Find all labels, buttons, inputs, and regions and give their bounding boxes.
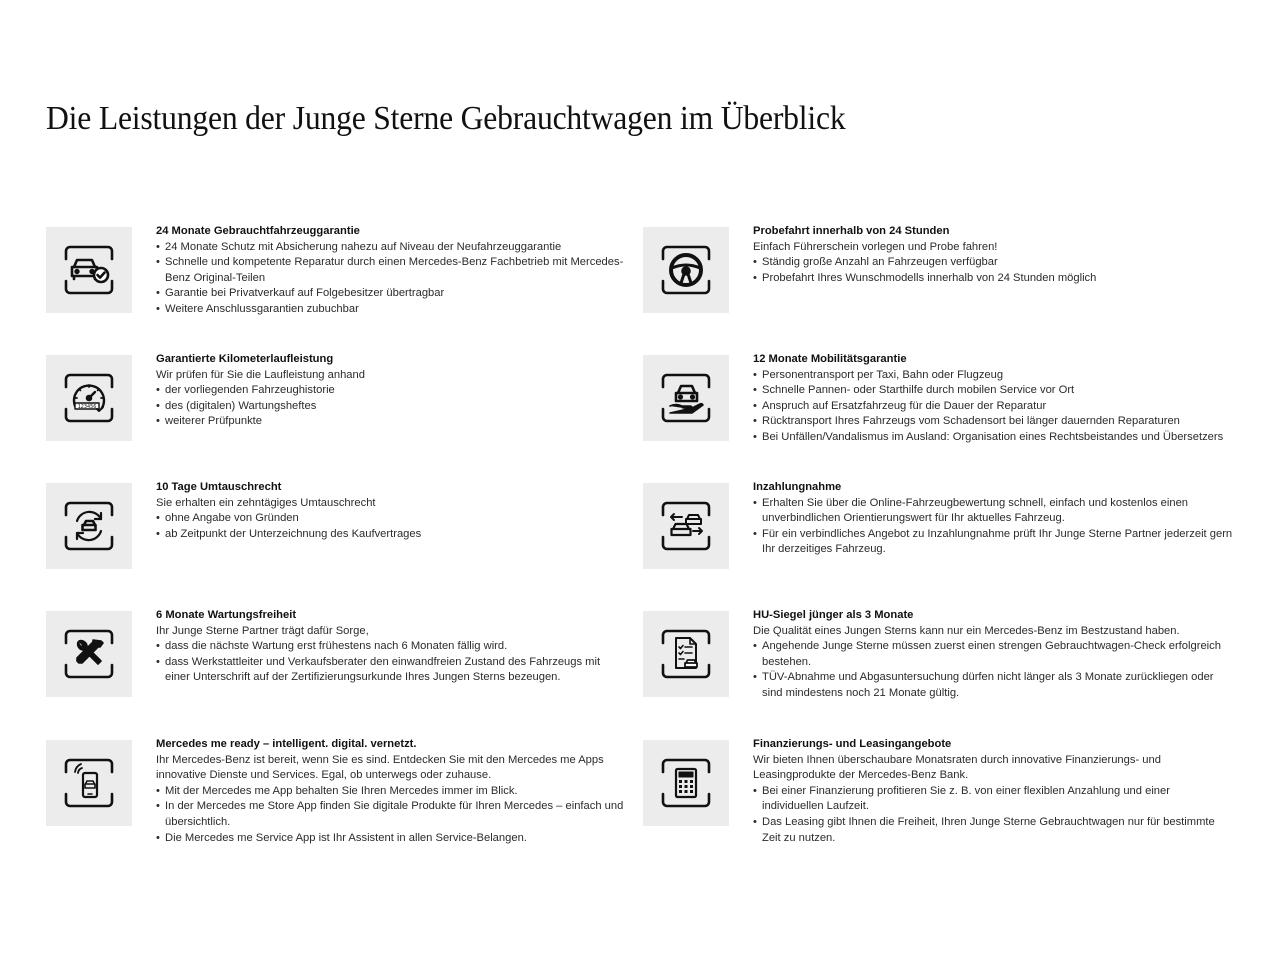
feature-umtauschrecht [46,480,646,600]
feature-inzahlungnahme [643,480,1243,600]
feature-text [156,224,626,318]
feature-bullets [753,368,1233,446]
checklist-document-icon [643,611,729,697]
list-item: • Schnelle Pannen- oder Starthilfe durch mobilen Service vor Ort [753,383,1233,399]
car-hand-icon [643,355,729,441]
feature-wartungsfreiheit [46,608,646,728]
wrench-screwdriver-icon [46,611,132,697]
feature-intro: Die Qualität eines Jungen Sterns kann nur ein Mercedes-Benz im Bestzustand haben. [753,624,1180,637]
feature-title: 6 Monate Wartungsfreiheit [156,609,297,621]
list-item: • Bei Unfällen/Vandalismus im Ausland: Organisation eines Rechtsbeistandes und Übersetzers [753,430,1233,446]
list-item: • dass die nächste Wartung erst frühestens nach 6 Monaten fällig wird. [156,639,626,655]
feature-intro: Ihr Mercedes-Benz ist bereit, wenn Sie es sind. Entdecken Sie mit den Mercedes me Apps innovative Dienste und Services. Egal, ob unterwegs oder zuhause. [156,753,604,782]
feature-title: 12 Monate Mobilitätsgarantie [753,353,907,365]
feature-probefahrt [643,224,1243,344]
odometer-digits: 123456 [77,404,97,410]
list-item: • Probefahrt Ihres Wunschmodells innerhalb von 24 Stunden möglich [753,271,1223,287]
feature-title: 24 Monate Gebrauchtfahrzeuggarantie [156,225,360,237]
feature-title: Inzahlungnahme [753,481,842,493]
feature-text [753,737,1233,846]
feature-intro: Einfach Führerschein vorlegen und Probe fahren! [753,240,998,253]
feature-bullets [753,255,1223,286]
calculator-icon [643,740,729,826]
feature-hu-siegel [643,608,1243,728]
list-item: • weiterer Prüfpunkte [156,414,626,430]
feature-title: Probefahrt innerhalb von 24 Stunden [753,225,950,237]
list-item: • Bei einer Finanzierung profitieren Sie z. B. von einer flexiblen Anzahlung und einer individuellen Laufzeit. [753,784,1233,815]
list-item: • ab Zeitpunkt der Unterzeichnung des Kaufvertrages [156,527,626,543]
feature-bullets [156,639,626,686]
feature-bullets [156,383,626,430]
feature-text [156,352,626,430]
feature-bullets [156,240,626,318]
list-item: • des (digitalen) Wartungsheftes [156,399,626,415]
list-item: • Die Mercedes me Service App ist Ihr Assistent in allen Service-Belangen. [156,831,626,847]
speedometer-icon [46,355,132,441]
feature-mobilitaetsgarantie [643,352,1243,472]
list-item: • Angehende Junge Sterne müssen zuerst einen strengen Gebrauchtwagen-Check erfolgreich bestehen. [753,639,1233,670]
feature-bullets [156,511,626,542]
feature-intro: Wir bieten Ihnen überschaubare Monatsraten durch innovative Finanzierungs- und Leasingprodukte der Mercedes-Benz Bank. [753,753,1161,782]
feature-title: Finanzierungs- und Leasingangebote [753,738,952,750]
feature-bullets [753,496,1233,558]
feature-bullets [156,784,626,846]
list-item: • Anspruch auf Ersatzfahrzeug für die Dauer der Reparatur [753,399,1233,415]
feature-text [156,480,626,542]
list-item: • Erhalten Sie über die Online-Fahrzeugbewertung schnell, einfach und kostenlos einen unverbindlichen Orientierungswert für Ihr aktuelles Fahrzeug. [753,496,1233,527]
car-check-icon [46,227,132,313]
list-item: • Schnelle und kompetente Reparatur durch einen Mercedes-Benz Fachbetrieb mit Mercedes-Benz Original-Teilen [156,255,626,286]
page-title: Die Leistungen der Junge Sterne Gebrauchtwagen im Überblick [46,100,846,137]
feature-title: Mercedes me ready – intelligent. digital. vernetzt. [156,738,417,750]
feature-bullets [753,784,1233,846]
list-item: • der vorliegenden Fahrzeughistorie [156,383,626,399]
feature-title: Garantierte Kilometerlaufleistung [156,353,334,365]
list-item: • Mit der Mercedes me App behalten Sie Ihren Mercedes immer im Blick. [156,784,626,800]
list-item: • In der Mercedes me Store App finden Sie digitale Produkte für Ihren Mercedes – einfach und übersichtlich. [156,799,626,830]
feature-kilometerlaufleistung [46,352,646,472]
list-item: • Für ein verbindliches Angebot zu Inzahlungnahme prüft Ihr Junge Sterne Partner jederzeit gern Ihr derzeitiges Fahrzeug. [753,527,1233,558]
list-item: • Personentransport per Taxi, Bahn oder Flugzeug [753,368,1233,384]
list-item: • Das Leasing gibt Ihnen die Freiheit, Ihren Junge Sterne Gebrauchtwagen nur für bestimmte Zeit zu nutzen. [753,815,1233,846]
feature-text [753,224,1223,286]
list-item: • ohne Angabe von Gründen [156,511,626,527]
list-item: • Rücktransport Ihres Fahrzeugs vom Schadensort bei länger dauernden Reparaturen [753,414,1233,430]
feature-intro: Sie erhalten ein zehntägiges Umtauschrecht [156,496,376,509]
feature-finanzierung-leasing [643,737,1243,857]
feature-title: 10 Tage Umtauschrecht [156,481,282,493]
list-item: • Ständig große Anzahl an Fahrzeugen verfügbar [753,255,1223,271]
car-trade-in-icon [643,483,729,569]
feature-gebrauchtfahrzeuggarantie [46,224,646,344]
feature-bullets [753,639,1233,701]
list-item: • TÜV-Abnahme und Abgasuntersuchung dürfen nicht länger als 3 Monate zurückliegen oder sind mindestens noch 21 Monate gültig. [753,670,1233,701]
list-item: • Weitere Anschlussgarantien zubuchbar [156,302,626,318]
feature-text [156,608,626,686]
feature-text [753,480,1233,558]
smartphone-car-icon [46,740,132,826]
feature-mercedes-me [46,737,646,857]
feature-text [753,608,1233,702]
feature-title: HU-Siegel jünger als 3 Monate [753,609,914,621]
list-item: • dass Werkstattleiter und Verkaufsberater den einwandfreien Zustand des Fahrzeugs mit einer Unterschrift auf der Zertifizierungsurkunde Ihres Jungen Sterns bezeugen. [156,655,626,686]
feature-intro: Wir prüfen für Sie die Laufleistung anhand [156,368,365,381]
feature-text [156,737,626,846]
steering-wheel-icon [643,227,729,313]
feature-intro: Ihr Junge Sterne Partner trägt dafür Sorge, [156,624,369,637]
list-item: • Garantie bei Privatverkauf auf Folgebesitzer übertragbar [156,286,626,302]
list-item: • 24 Monate Schutz mit Absicherung nahezu auf Niveau der Neufahrzeuggarantie [156,240,626,256]
feature-text [753,352,1233,446]
car-exchange-icon [46,483,132,569]
